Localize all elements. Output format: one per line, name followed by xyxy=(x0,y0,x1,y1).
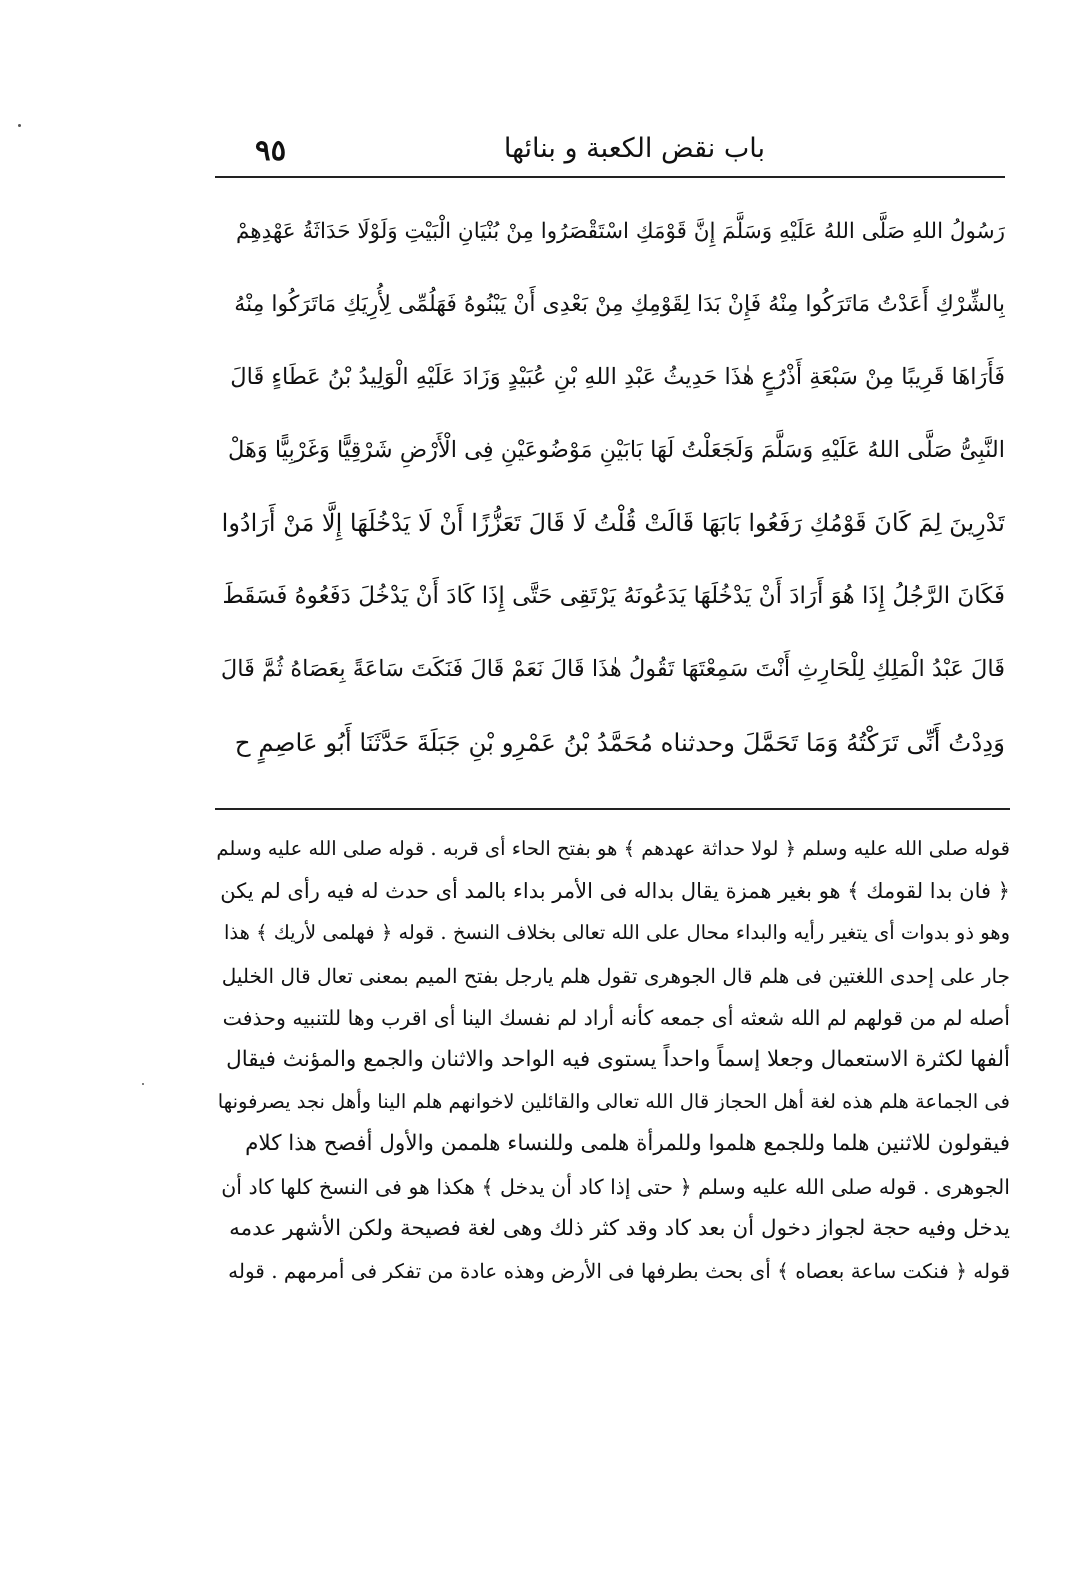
commentary-line: فى الجماعة هلم هذه لغة أهل الحجاز قال الله تعالى والقائلين لاخوانهم هلم الينا وأهل نجد يصرفونها xyxy=(217,1090,1010,1114)
commentary-line: ألفها لكثرة الاستعمال وجعلا إسماً واحداً يستوى فيه الواحد والاثنان والجمع والمؤنث فيقال xyxy=(226,1046,1010,1072)
hadith-line: بِالشِّرْكِ أَعَدْتُ مَاتَرَكُوا مِنْهُ فَإِنْ بَدَا لِقَوْمِكِ مِنْ بَعْدِى أَنْ يَبْنُوهُ فَهَلُمِّى لِأُرِيَكِ مَاتَرَكُوا مِنْهُ xyxy=(234,292,1005,317)
commentary-line: الجوهرى . قوله صلى الله عليه وسلم ﴿ حتى إذا كاد أن يدخل ﴾ هكذا هو فى النسخ كلها كاد أن xyxy=(221,1174,1010,1199)
running-header xyxy=(215,125,1005,175)
commentary-line: أصله لم من قولهم لم الله شعثه أى جمعه كأنه أراد لم نفسك الينا أى اقرب وها للتنبيه وحذفت xyxy=(222,1005,1010,1030)
commentary-line: ﴿ فان بدا لقومك ﴾ هو بغير همزة يقال بداله فى الأمر بداء بالمد أى حدث له فيه رأى لم يكن xyxy=(220,879,1010,904)
hadith-line: فَكَانَ الرَّجُلُ إِذَا هُوَ أَرَادَ أَنْ يَدْخُلَهَا يَدَعُونَهُ يَرْتَقِى حَتَّى إِذَا كَادَ أَنْ يَدْخُلَ دَفَعُوهُ فَسَقَطَ xyxy=(222,583,1005,609)
commentary-line: وهو ذو بدوات أى يتغير رأيه والبداء محال على الله تعالى بخلاف النسخ . قوله ﴿ فهلمى لأريك ﴾ هذا xyxy=(223,921,1010,945)
hadith-line: النَّبِىُّ صَلَّى اللهُ عَلَيْهِ وَسَلَّمَ وَلَجَعَلْتُ لَهَا بَابَيْنِ مَوْضُوعَيْنِ فِى الْأَرْضِ شَرْقِيًّا وَغَرْبِيًّا وَهَلْ xyxy=(227,437,1005,463)
header-rule xyxy=(215,176,1005,178)
hadith-line: تَدْرِينَ لِمَ كَانَ قَوْمُكِ رَفَعُوا بَابَهَا قَالَتْ قُلْتُ لَا قَالَ تَعَزُّزًا أَنْ لَا يَدْخُلَهَا إِلَّا مَنْ أَرَادُوا xyxy=(221,509,1005,537)
commentary-line: فيقولون للاثنين هلما وللجمع هلموا وللمرأة هلمى وللنساء هلممن والأول أفصح هذا كلام xyxy=(245,1131,1010,1157)
hadith-line: فَأَرَاهَا قَرِيبًا مِنْ سَبْعَةِ أَذْرُعٍ هٰذَا حَدِيثُ عَبْدِ اللهِ بْنِ عُبَيْدٍ وَزَادَ عَلَيْهِ الْوَلِيدُ بْنُ عَطَاءٍ قَالَ xyxy=(230,364,1005,390)
chapter-title: باب نقض الكعبة و بنائها xyxy=(503,133,765,164)
commentary-line: يدخل وفيه حجة لجواز دخول أن بعد كاد وقد كثر ذلك وهى لغة فصيحة ولكن الأشهر عدمه xyxy=(229,1215,1010,1241)
commentary-line: قوله صلى الله عليه وسلم ﴿ لولا حداثة عهدهم ﴾ هو بفتح الحاء أى قربه . قوله صلى الله عليه وسلم xyxy=(216,837,1010,860)
commentary-line: قوله ﴿ فنكت ساعة بعصاه ﴾ أى بحث بطرفها فى الأرض وهذه عادة من تفكر فى أمرمهم . قوله xyxy=(228,1258,1010,1283)
page-number: ٩٥ xyxy=(255,133,287,167)
hadith-text xyxy=(220,195,1005,779)
hadith-line: قَالَ عَبْدُ الْمَلِكِ لِلْحَارِثِ أَنْتَ سَمِعْتَهَا تَقُولُ هٰذَا قَالَ نَعَمْ قَالَ فَنَكَتَ سَاعَةً بِعَصَاهُ ثُمَّ قَالَ xyxy=(220,656,1005,682)
hadith-line: وَدِدْتُ أَنِّى تَرَكْتُهُ وَمَا تَحَمَّلَ وحدثناه مُحَمَّدُ بْنُ عَمْرِو بْنِ جَبَلَةَ حَدَّثَنَا أَبُو عَاصِمٍ ح xyxy=(234,728,1005,757)
hadith-line: رَسُولُ اللهِ صَلَّى اللهُ عَلَيْهِ وَسَلَّمَ إِنَّ قَوْمَكِ اسْتَقْصَرُوا مِنْ بُنْيَانِ الْبَيْتِ وَلَوْلَا حَدَاثَةُ عَهْدِهِمْ xyxy=(235,219,1005,244)
commentary-divider xyxy=(215,808,1010,810)
scan-speck xyxy=(142,1083,144,1085)
scan-speck xyxy=(18,124,21,127)
commentary-text xyxy=(215,828,1010,1292)
commentary-line: جار على إحدى اللغتين فى هلم قال الجوهرى تقول هلم يارجل بفتح الميم بمعنى تعال قال الخليل xyxy=(221,963,1010,988)
